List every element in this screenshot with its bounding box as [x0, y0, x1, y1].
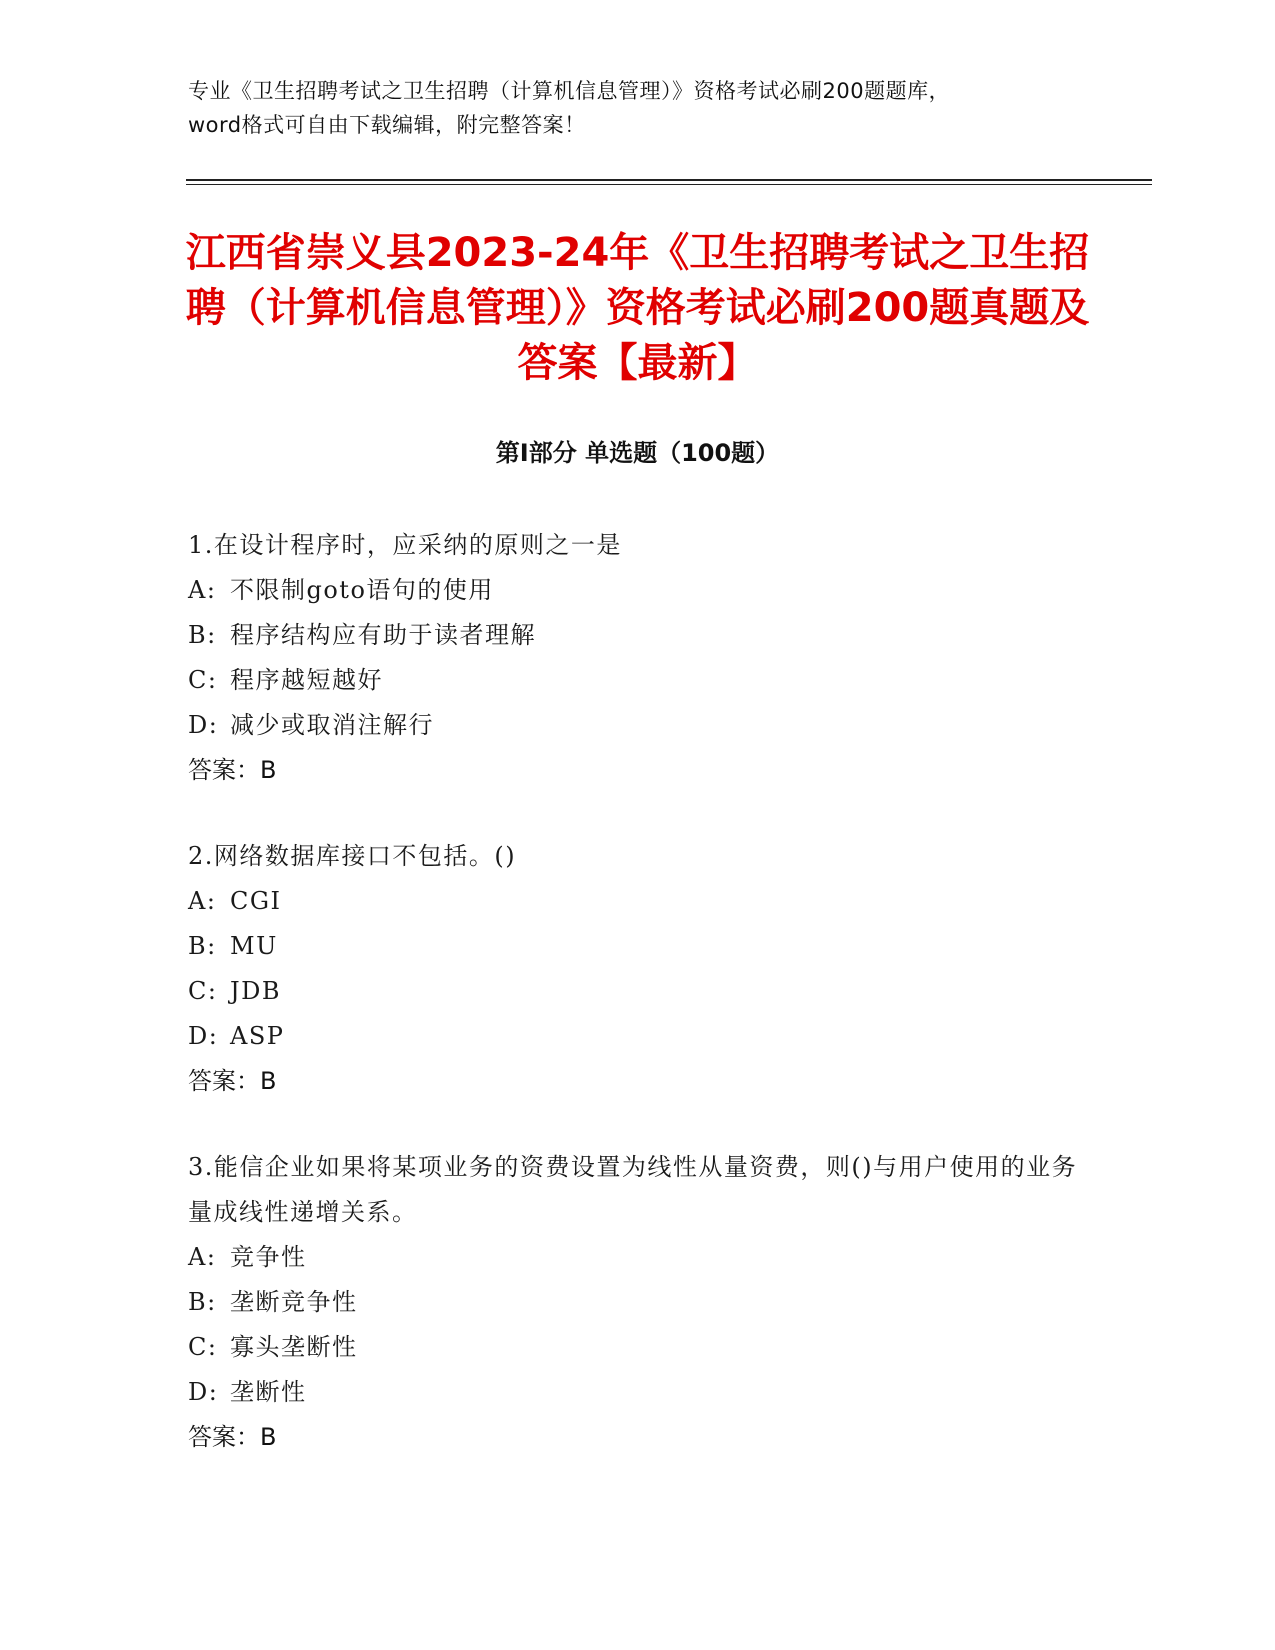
option-a — [188, 1235, 1078, 1280]
option-letter: C: — [188, 1333, 218, 1361]
question-list — [188, 523, 1078, 1501]
option-b — [188, 924, 1078, 969]
option-c — [188, 1325, 1078, 1370]
answer-line: 答案：B — [188, 1067, 277, 1095]
question-item — [188, 834, 1078, 1104]
option-letter: A: — [188, 1243, 217, 1271]
header-divider-thin — [186, 184, 1152, 185]
header-note-line-1: 专业《卫生招聘考试之卫生招聘（计算机信息管理）》资格考试必刷200题题库， — [188, 79, 951, 103]
option-b — [188, 613, 1078, 658]
option-text: 程序越短越好 — [230, 666, 383, 694]
option-text: ASP — [230, 1022, 285, 1050]
document-title: 江西省崇义县2023-24年《卫生招聘考试之卫生招聘（计算机信息管理）》资格考试必刷200题真题及答案【最新】 — [185, 230, 1090, 386]
option-text: 程序结构应有助于读者理解 — [230, 621, 536, 649]
option-letter: A: — [188, 576, 217, 604]
option-letter: A: — [188, 887, 217, 915]
option-c — [188, 969, 1078, 1014]
option-letter: D: — [188, 711, 219, 739]
header-note — [188, 74, 1088, 142]
question-item — [188, 1145, 1078, 1460]
option-text: 竞争性 — [230, 1243, 307, 1271]
option-letter: D: — [188, 1378, 219, 1406]
answer-line: 答案：B — [188, 756, 277, 784]
option-b — [188, 1280, 1078, 1325]
option-d — [188, 703, 1078, 748]
option-letter: D: — [188, 1022, 219, 1050]
option-text: 减少或取消注解行 — [230, 711, 434, 739]
option-text: MU — [230, 932, 278, 960]
question-stem: 1.在设计程序时，应采纳的原则之一是 — [188, 531, 622, 559]
answer-line: 答案：B — [188, 1423, 277, 1451]
option-a — [188, 568, 1078, 613]
option-text: 垄断竞争性 — [230, 1288, 358, 1316]
option-letter: C: — [188, 977, 218, 1005]
question-item — [188, 523, 1078, 793]
option-a — [188, 879, 1078, 924]
question-stem: 2.网络数据库接口不包括。() — [188, 842, 517, 870]
option-d — [188, 1370, 1078, 1415]
option-text: JDB — [230, 977, 281, 1005]
question-stem: 3.能信企业如果将某项业务的资费设置为线性从量资费，则()与用户使用的业务量成线性递增关系。 — [188, 1153, 1078, 1226]
option-c — [188, 658, 1078, 703]
option-d — [188, 1014, 1078, 1059]
option-text: CGI — [230, 887, 282, 915]
option-text: 不限制goto语句的使用 — [230, 576, 494, 604]
header-divider-thick — [186, 179, 1152, 181]
option-letter: B: — [188, 1288, 217, 1316]
option-text: 寡头垄断性 — [230, 1333, 358, 1361]
section-title: 第Ⅰ部分 单选题（100题） — [495, 439, 780, 467]
option-text: 垄断性 — [230, 1378, 307, 1406]
header-note-line-2: word格式可自由下载编辑，附完整答案！ — [188, 113, 586, 137]
option-letter: B: — [188, 621, 217, 649]
option-letter: C: — [188, 666, 218, 694]
option-letter: B: — [188, 932, 217, 960]
